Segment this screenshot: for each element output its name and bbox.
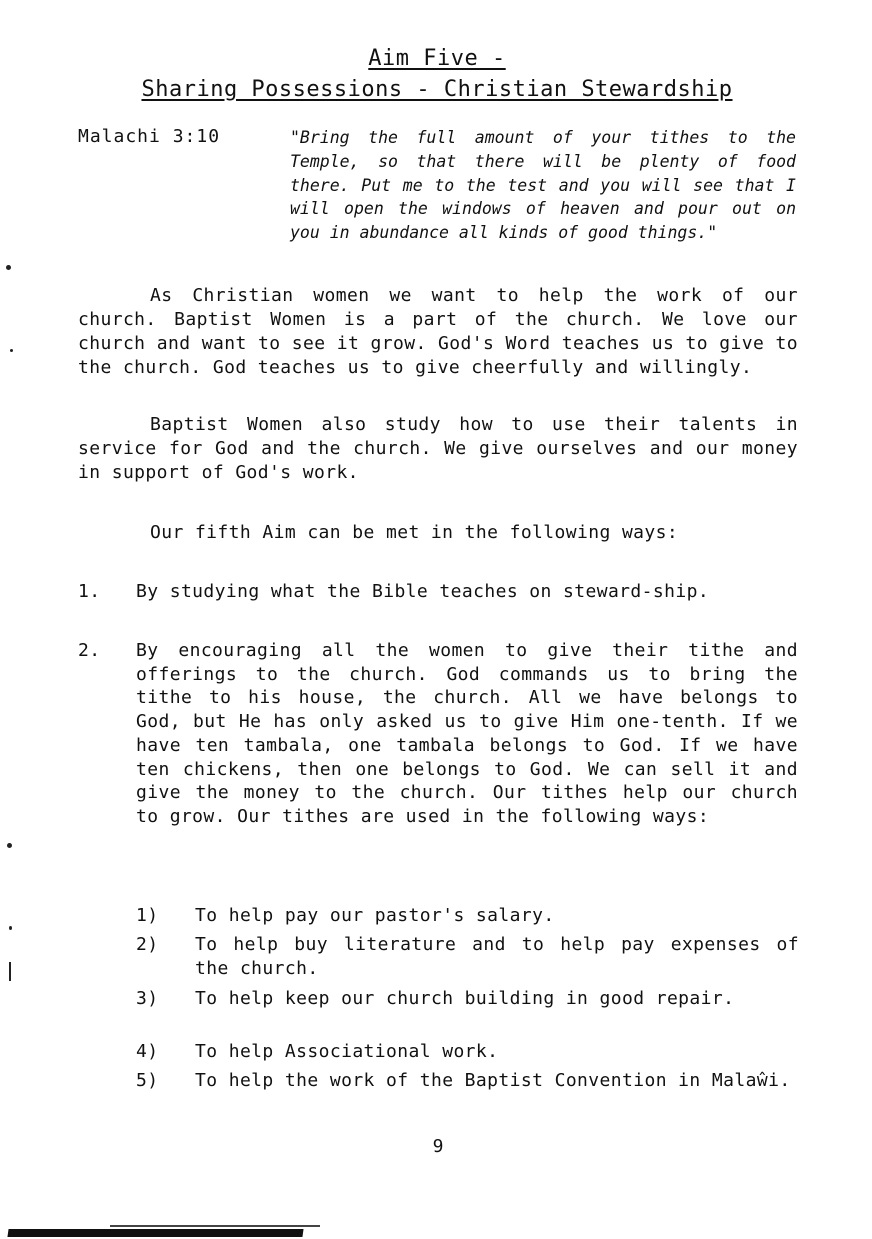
scan-speck [7, 843, 12, 848]
sublist-item-text: To help keep our church building in good repair. [195, 988, 735, 1009]
sublist-item-number: 3) [136, 988, 159, 1009]
list-item-number: 2. [78, 640, 101, 661]
list-item [78, 580, 798, 604]
sublist-item [136, 933, 799, 981]
scan-speck [10, 349, 13, 352]
paragraph-christian-women: As Christian women we want to help the work of our church. Baptist Women is a part of the church. We love our church and want to see it grow. God's Word teaches us to give to the church. God teaches us to give cheerfully and willingly. [78, 285, 798, 378]
page-title-line-2: Sharing Possessions - Christian Stewardship [141, 77, 733, 102]
sublist-item-text: To help pay our pastor's salary. [195, 905, 555, 926]
sublist-item [136, 1040, 799, 1064]
paragraph-fifth-aim: Our fifth Aim can be met in the following ways: [150, 522, 679, 543]
sublist-item-number: 1) [136, 905, 159, 926]
sublist-item-number: 5) [136, 1070, 159, 1091]
list-item-number: 1. [78, 581, 101, 602]
sublist-item-text: To help buy literature and to help pay expenses of the church. [195, 934, 799, 979]
list-item [78, 639, 798, 829]
sublist-item [136, 904, 799, 928]
scan-speck [9, 926, 12, 930]
scripture-reference: Malachi 3:10 [78, 126, 221, 147]
scan-speck [6, 265, 11, 270]
list-item-text: By studying what the Bible teaches on steward-ship. [136, 581, 710, 602]
sublist-item [136, 1069, 799, 1093]
sublist-item-text: To help the work of the Baptist Convention in Malaŵi. [195, 1070, 791, 1091]
scan-edge-line [110, 1225, 320, 1227]
paragraph-baptist-women: Baptist Women also study how to use their talents in service for God and the church. We give ourselves and our money in support of God's work. [78, 414, 798, 483]
sublist-item [136, 987, 799, 1011]
sublist-item-number: 4) [136, 1041, 159, 1062]
scan-edge-bar [7, 1229, 303, 1237]
list-item-text: By encouraging all the women to give their tithe and offerings to the church. God commands us to bring the tithe to his house, the church. All we have belongs to God, but He has only asked us to give Him one-tenth. If we have ten tambala, one tambala belongs to God. If we have ten chickens, then one belongs to God. We can sell it and give the money to the church. Our tithes help our church to grow. Our tithes are used in the following ways: [136, 640, 798, 827]
page-title-line-1: Aim Five - [368, 46, 506, 71]
sublist-item-number: 2) [136, 934, 159, 955]
sublist-item-text: To help Associational work. [195, 1041, 499, 1062]
scripture-quote: "Bring the full amount of your tithes to the Temple, so that there will be plenty of food there. Put me to the test and you will see that I will open the windows of heaven and pour out on you in abundance all kinds of good things." [290, 128, 796, 243]
page-number: 9 [432, 1136, 444, 1157]
scan-speck [9, 962, 11, 981]
